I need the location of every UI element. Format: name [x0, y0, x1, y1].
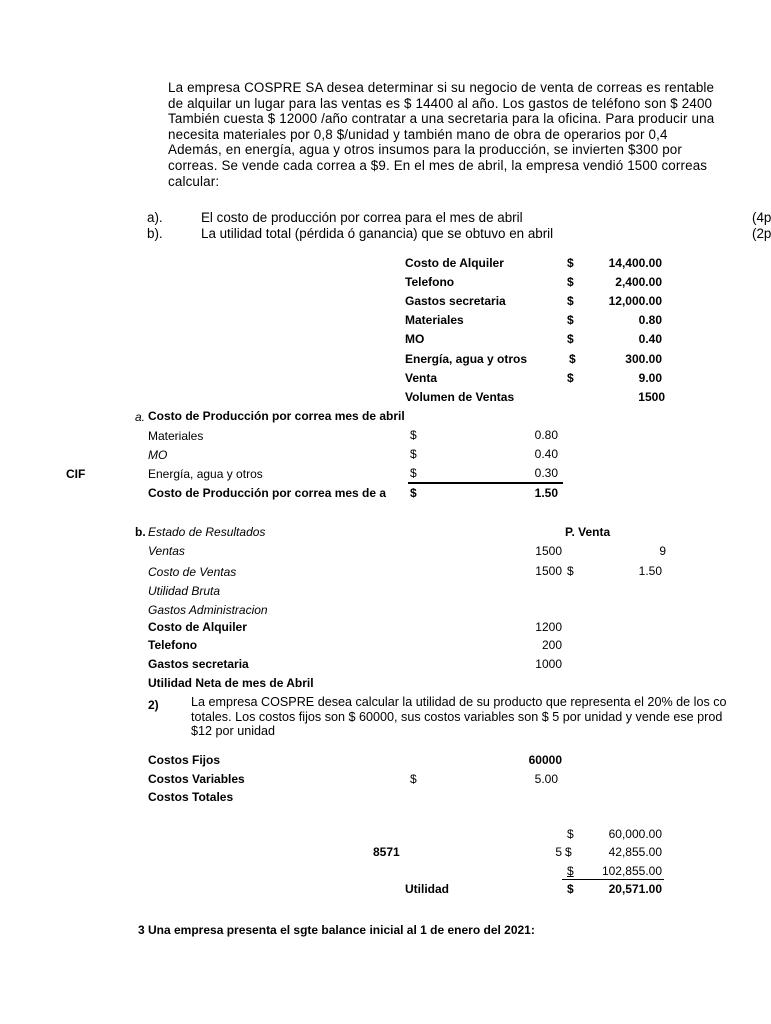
- utilidad-bruta-label: Utilidad Bruta: [148, 584, 221, 598]
- cost-value: 0.30: [534, 466, 558, 480]
- data-label: Gastos secretaria: [405, 294, 506, 308]
- data-value: 12,000.00: [608, 294, 662, 308]
- costo-ventas-label: Costo de Ventas: [148, 565, 237, 579]
- section-2-number: 2): [148, 698, 159, 712]
- cost-value: 0.40: [534, 447, 558, 461]
- gasto-label: Telefono: [148, 638, 198, 652]
- statement-line: La empresa COSPRE desea calcular la utilidad de su producto que representa el 20% de los co: [191, 695, 727, 709]
- cost-value: 0.80: [534, 428, 558, 442]
- total-value: 1.50: [534, 486, 558, 500]
- cost-currency: $: [410, 466, 417, 480]
- cost-currency: $: [410, 428, 417, 442]
- problem-line: La empresa COSPRE SA desea determinar si su negocio de venta de correas es rentable: [168, 80, 715, 95]
- utilidad-neta-label: Utilidad Neta de mes de Abril: [148, 676, 314, 690]
- problem-line: correas. Se vende cada correa a $9. En el mes de abril, la empresa vendió 1500 correas: [168, 157, 708, 173]
- problem-line: calcular:: [168, 173, 220, 189]
- section-b-prefix: b.: [135, 525, 146, 539]
- ventas-qty: 1500: [535, 544, 562, 558]
- cost-label: Materiales: [148, 429, 204, 443]
- calc-currency: $: [567, 864, 574, 878]
- section-a-title: Costo de Producción por correa mes de abril: [148, 409, 405, 423]
- gastos-admin-label: Gastos Administracion: [148, 603, 268, 617]
- data-currency: $: [567, 332, 574, 346]
- costo-ventas-qty: 1500: [535, 564, 562, 578]
- data-value: 0.40: [638, 332, 662, 346]
- problem-line: de alquilar un lugar para las ventas es $ 14400 al año. Los gastos de teléfono son $ 2400: [168, 95, 713, 111]
- utilidad-label: Utilidad: [405, 882, 449, 896]
- data-label: Energía, agua y otros: [405, 352, 528, 366]
- problem-line: Además, en energía, agua y otros insumos para la producción, se invierten $300 por: [168, 142, 683, 158]
- calc-fijos-value: 60,000.00: [608, 827, 662, 841]
- data-label: Costo de Alquiler: [405, 256, 504, 270]
- data-currency: $: [567, 313, 574, 327]
- calc-unit-cost: 5: [555, 845, 562, 859]
- data-value: 0.80: [638, 313, 662, 327]
- pventa-label: P. Venta: [565, 525, 611, 539]
- section-3-heading: 3 Una empresa presenta el sgte balance inicial al 1 de enero del 2021:: [138, 923, 535, 937]
- problem-statement: [168, 80, 714, 189]
- total-label: Costo de Producción por correa mes de a: [148, 486, 387, 500]
- cost-label: MO: [148, 448, 168, 462]
- question-points: (2p: [752, 226, 771, 241]
- costos-variables-value: 5.00: [534, 772, 558, 786]
- data-value: 2,400.00: [615, 275, 662, 289]
- data-value: 14,400.00: [608, 256, 662, 270]
- data-label: Materiales: [405, 313, 464, 327]
- data-label: Venta: [405, 371, 438, 385]
- calc-total-value: 102,855.00: [601, 864, 662, 878]
- gasto-value: 200: [541, 638, 562, 652]
- calc-currency: $: [565, 845, 572, 859]
- data-value: 1500: [638, 390, 665, 404]
- calc-variables-value: 42,855.00: [608, 845, 662, 859]
- question-text: El costo de producción por correa para el mes de abril: [201, 210, 523, 225]
- gasto-label: Gastos secretaria: [148, 657, 249, 671]
- problem-line: También cuesta $ 12000 /año contratar a una secretaria para la oficina. Para producir una: [168, 111, 715, 127]
- costo-ventas-currency: $: [567, 564, 574, 578]
- ventas-price: 9: [659, 544, 666, 558]
- costos-totales-label: Costos Totales: [148, 790, 234, 804]
- data-value: 9.00: [638, 371, 662, 385]
- cost-currency: $: [410, 447, 417, 461]
- calc-currency: $: [567, 827, 574, 841]
- data-currency: $: [567, 294, 574, 308]
- costos-fijos-label: Costos Fijos: [148, 753, 221, 767]
- utilidad-currency: $: [567, 882, 574, 896]
- data-currency: $: [567, 275, 574, 289]
- data-currency: $: [567, 371, 574, 385]
- statement-line: totales. Los costos fijos son $ 60000, sus costos variables son $ 5 por unidad y vende ese prod: [191, 709, 723, 724]
- costos-fijos-value: 60000: [528, 753, 562, 767]
- data-label: MO: [405, 332, 425, 346]
- section-b-title: Estado de Resultados: [148, 525, 266, 539]
- calc-total-rule: [562, 879, 664, 880]
- gasto-value: 1000: [535, 657, 562, 671]
- total-currency: $: [410, 486, 417, 500]
- total-rule: [408, 482, 563, 484]
- data-currency: $: [567, 256, 574, 270]
- cif-label: CIF: [66, 467, 86, 481]
- utilidad-value: 20,571.00: [608, 882, 662, 896]
- question-letter: a).: [147, 210, 163, 225]
- data-label: Telefono: [405, 275, 455, 289]
- calc-units: 8571: [373, 845, 400, 859]
- data-currency: $: [569, 352, 576, 366]
- problem-line: necesita materiales por 0,8 $/unidad y también mano de obra de operarios por 0,4: [168, 126, 668, 142]
- question-points: (4p: [752, 210, 771, 225]
- cost-label: Energía, agua y otros: [148, 467, 263, 481]
- section-2-statement: [191, 695, 727, 739]
- ventas-label: Ventas: [148, 544, 185, 558]
- data-value: 300.00: [625, 352, 662, 366]
- costo-ventas-value: 1.50: [638, 564, 662, 578]
- costos-variables-label: Costos Variables: [148, 772, 245, 786]
- question-text: La utilidad total (pérdida ó ganancia) que se obtuvo en abril: [201, 226, 554, 241]
- costos-variables-currency: $: [410, 772, 417, 786]
- data-label: Volumen de Ventas: [405, 390, 515, 404]
- statement-line: $12 por unidad: [191, 724, 276, 738]
- question-letter: b).: [147, 226, 163, 241]
- gasto-label: Costo de Alquiler: [148, 620, 247, 634]
- gasto-value: 1200: [535, 620, 562, 634]
- section-a-prefix: a.: [135, 410, 146, 424]
